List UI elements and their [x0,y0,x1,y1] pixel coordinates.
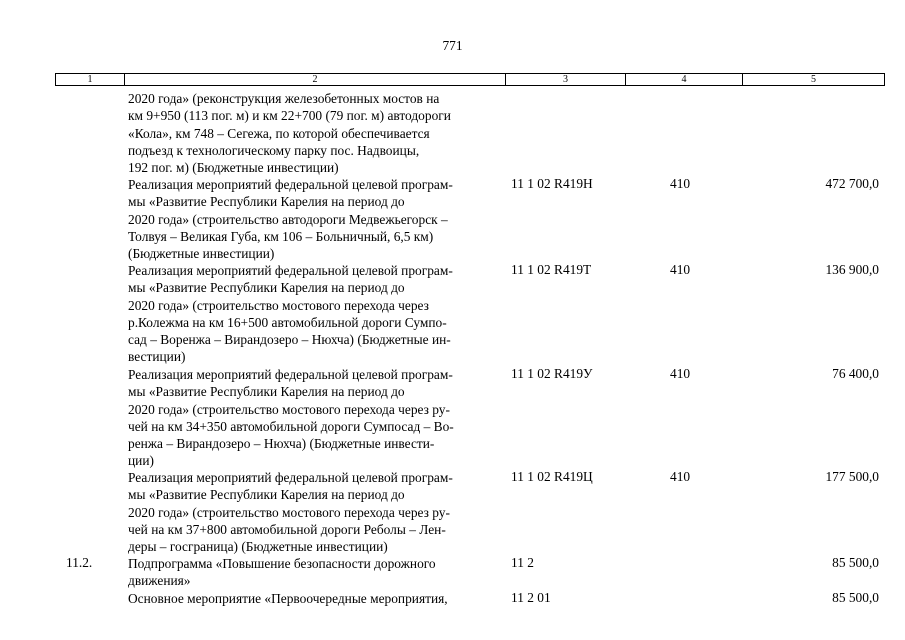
description-line: 2020 года» (строительство автодороги Медвежьегорск – [128,211,448,227]
row-code: 11 2 [511,555,534,570]
row-amount: 472 700,0 [825,176,879,191]
description-line: мы «Развитие Республики Карелия на период до [128,487,405,503]
row-description [128,90,506,176]
description-line: Толвуя – Великая Губа, км 106 – Больничный, 6,5 км) [128,228,434,244]
row-amount: 85 500,0 [832,590,879,605]
row-description [128,176,506,262]
description-line: вестиции) [128,349,186,365]
row-amount: 85 500,0 [832,555,879,570]
description-line: Реализация мероприятий федеральной целевой програм- [128,177,453,192]
description-line: ции) [128,453,154,469]
description-line: 2020 года» (строительство мостового перехода через [128,297,429,313]
description-line: (Бюджетные инвестиции) [128,246,275,262]
description-line: сад – Воренжа – Вирандозеро – Нюхча) (Бюджетные ин- [128,332,451,348]
description-line: «Кола», км 748 – Сегежа, по которой обеспечивается [128,125,430,141]
row-description [128,469,506,555]
description-line: чей на км 34+350 автомобильной дороги Сумпосад – Во- [128,418,454,434]
description-line: Реализация мероприятий федеральной целевой програм- [128,367,453,382]
description-line: движения» [128,573,191,589]
description-line: деры – госграница) (Бюджетные инвестиции) [128,539,388,555]
row-code: 11 1 02 R419У [511,366,593,381]
row-number: 11.2. [66,555,93,570]
description-line: Реализация мероприятий федеральной целевой програм- [128,470,453,485]
row-kvr: 410 [670,366,691,381]
description-line: 2020 года» (строительство мостового перехода через ру- [128,401,450,417]
description-line: чей на км 37+800 автомобильной дороги Реболы – Лен- [128,521,446,537]
table-header [55,73,885,86]
description-line: мы «Развитие Республики Карелия на период до [128,384,405,400]
description-line: подъезд к технологическому парку пос. Надвоицы, [128,142,420,158]
header-col-5: 5 [742,74,884,85]
description-line: р.Колежма на км 16+500 автомобильной дороги Сумпо- [128,314,447,330]
description-line: мы «Развитие Республики Карелия на период до [128,280,405,296]
header-col-2: 2 [124,74,505,85]
description-line: ренжа – Вирандозеро – Нюхча) (Бюджетные инвести- [128,436,435,452]
description-line: км 9+950 (113 пог. м) и км 22+700 (79 пог. м) автодороги [128,108,451,124]
description-line: Реализация мероприятий федеральной целевой програм- [128,263,453,278]
description-line: Основное мероприятие «Первоочередные мероприятия, [128,591,448,606]
row-description [128,555,506,590]
header-col-3: 3 [505,74,625,85]
row-kvr: 410 [670,262,691,277]
row-amount: 76 400,0 [832,366,879,381]
row-kvr: 410 [670,176,691,191]
description-line: 192 пог. м) (Бюджетные инвестиции) [128,160,339,176]
row-kvr: 410 [670,469,691,484]
description-line: Подпрограмма «Повышение безопасности дорожного [128,556,436,571]
row-code: 11 1 02 R419Н [511,176,593,191]
row-code: 11 2 01 [511,590,551,605]
row-description [128,590,506,607]
row-description [128,366,506,470]
description-line: 2020 года» (строительство мостового перехода через ру- [128,504,450,520]
header-col-1: 1 [87,74,93,85]
row-amount: 177 500,0 [825,469,879,484]
page-number: 771 [442,38,463,53]
row-code: 11 1 02 R419Ц [511,469,593,484]
description-line: 2020 года» (реконструкция железобетонных мостов на [128,91,440,106]
row-description [128,262,506,366]
row-amount: 136 900,0 [825,262,879,277]
header-col-4: 4 [625,74,742,85]
description-line: мы «Развитие Республики Карелия на период до [128,194,405,210]
row-code: 11 1 02 R419Т [511,262,592,277]
